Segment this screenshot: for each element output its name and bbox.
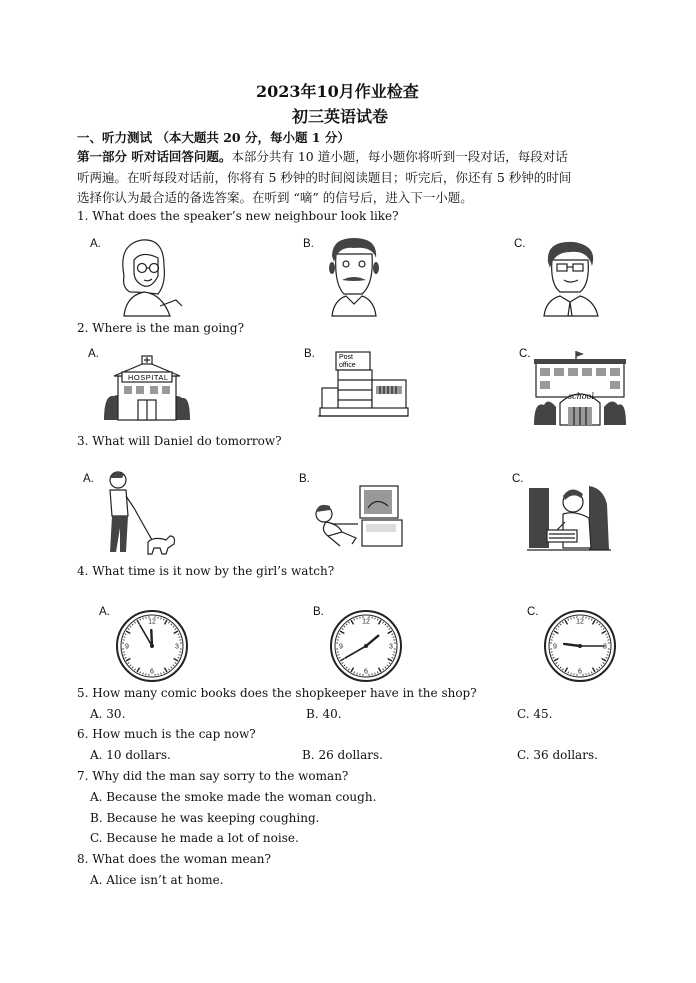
q8-option-a: A. Alice isn’t at home.	[90, 873, 224, 887]
q6-option-b: B. 26 dollars.	[302, 748, 383, 762]
q7-option-c: C. Because he made a lot of noise.	[90, 831, 299, 845]
q5-option-b: B. 40.	[306, 707, 342, 721]
instructions	[77, 147, 571, 209]
clock-face-b	[331, 611, 401, 681]
clock-center	[150, 644, 154, 648]
using-computer-icon	[527, 482, 611, 554]
clock-number: 3	[389, 643, 393, 651]
post-office-sign-2: office	[339, 362, 356, 369]
man-with-moustache-icon	[328, 236, 380, 316]
instructions-line2: 听两遍。在听每段对话前，你将有 5 秒钟的时间阅读题目；听完后，你还有 5 秒钟的时间	[77, 169, 572, 185]
question-7: 7. Why did the man say sorry to the woman?	[77, 769, 349, 783]
clock-number: 12	[576, 618, 584, 626]
q6-option-a: A. 10 dollars.	[90, 748, 171, 762]
school-icon	[534, 351, 626, 425]
clock-icon-b	[329, 609, 403, 683]
hospital-icon	[104, 356, 190, 420]
man-with-glasses-icon	[540, 240, 602, 316]
hospital-sign: HOSPITAL	[128, 373, 169, 382]
post-office-sign-1: Post	[339, 354, 354, 361]
clock-number: 6	[578, 668, 582, 676]
q7-option-b: B. Because he was keeping coughing.	[90, 811, 320, 825]
q3-option-a-label: A.	[83, 473, 94, 485]
q1-option-a-label: A.	[90, 238, 101, 250]
clock-number: 9	[553, 643, 557, 651]
question-4: 4. What time is it now by the girl’s watch?	[77, 564, 335, 578]
clock-icon-a	[115, 609, 189, 683]
post-office-icon	[318, 350, 408, 420]
question-8: 8. What does the woman mean?	[77, 852, 271, 866]
q2-option-c-label: C.	[519, 348, 531, 360]
clock-center	[578, 644, 582, 648]
q3-option-b-label: B.	[299, 473, 310, 485]
part-label: 第一部分 听对话回答问题。	[77, 149, 232, 164]
page-subtitle: 初三英语试卷	[292, 107, 389, 126]
section-heading: 一、听力测试 （本大题共 20 分，每小题 1 分）	[77, 130, 350, 145]
clock-number: 9	[339, 643, 343, 651]
clock-number: 12	[148, 618, 156, 626]
q4-option-b-label: B.	[313, 606, 324, 618]
watching-tv-icon	[308, 484, 404, 548]
clock-center	[364, 644, 368, 648]
woman-with-glasses-icon	[112, 236, 187, 316]
q5-option-a: A. 30.	[90, 707, 126, 721]
school-sign: school	[568, 392, 594, 401]
question-3: 3. What will Daniel do tomorrow?	[77, 434, 282, 448]
question-2: 2. Where is the man going?	[77, 321, 245, 335]
clock-number: 9	[125, 643, 129, 651]
q5-option-c: C. 45.	[517, 707, 553, 721]
clock-number: 6	[150, 668, 154, 676]
q4-option-a-label: A.	[99, 606, 110, 618]
question-5: 5. How many comic books does the shopkeeper have in the shop?	[77, 686, 477, 700]
clock-number: 3	[175, 643, 179, 651]
clock-face-c	[545, 611, 615, 681]
q1-option-b-label: B.	[303, 238, 314, 250]
walking-dog-icon	[104, 470, 180, 556]
q7-option-a: A. Because the smoke made the woman cough.	[90, 790, 377, 804]
q2-option-a-label: A.	[88, 348, 99, 360]
clock-face-a	[117, 611, 187, 681]
clock-number: 3	[603, 643, 607, 651]
clock-number: 6	[364, 668, 368, 676]
page-title: 2023年10月作业检查	[256, 82, 419, 101]
q3-option-c-label: C.	[512, 473, 524, 485]
clock-number: 12	[362, 618, 370, 626]
q1-option-c-label: C.	[514, 238, 526, 250]
clock-icon-c	[543, 609, 617, 683]
q6-option-c: C. 36 dollars.	[517, 748, 598, 762]
instructions-line1: 本部分共有 10 道小题，每小题你将听到一段对话，每段对话	[231, 149, 568, 164]
instructions-line3: 选择你认为最合适的备选答案。在听到 “嘀” 的信号后，进入下一小题。	[77, 190, 473, 205]
question-6: 6. How much is the cap now?	[77, 727, 256, 741]
question-1: 1. What does the speaker’s new neighbour look like?	[77, 209, 399, 223]
q2-option-b-label: B.	[304, 348, 315, 360]
q4-option-c-label: C.	[527, 606, 539, 618]
